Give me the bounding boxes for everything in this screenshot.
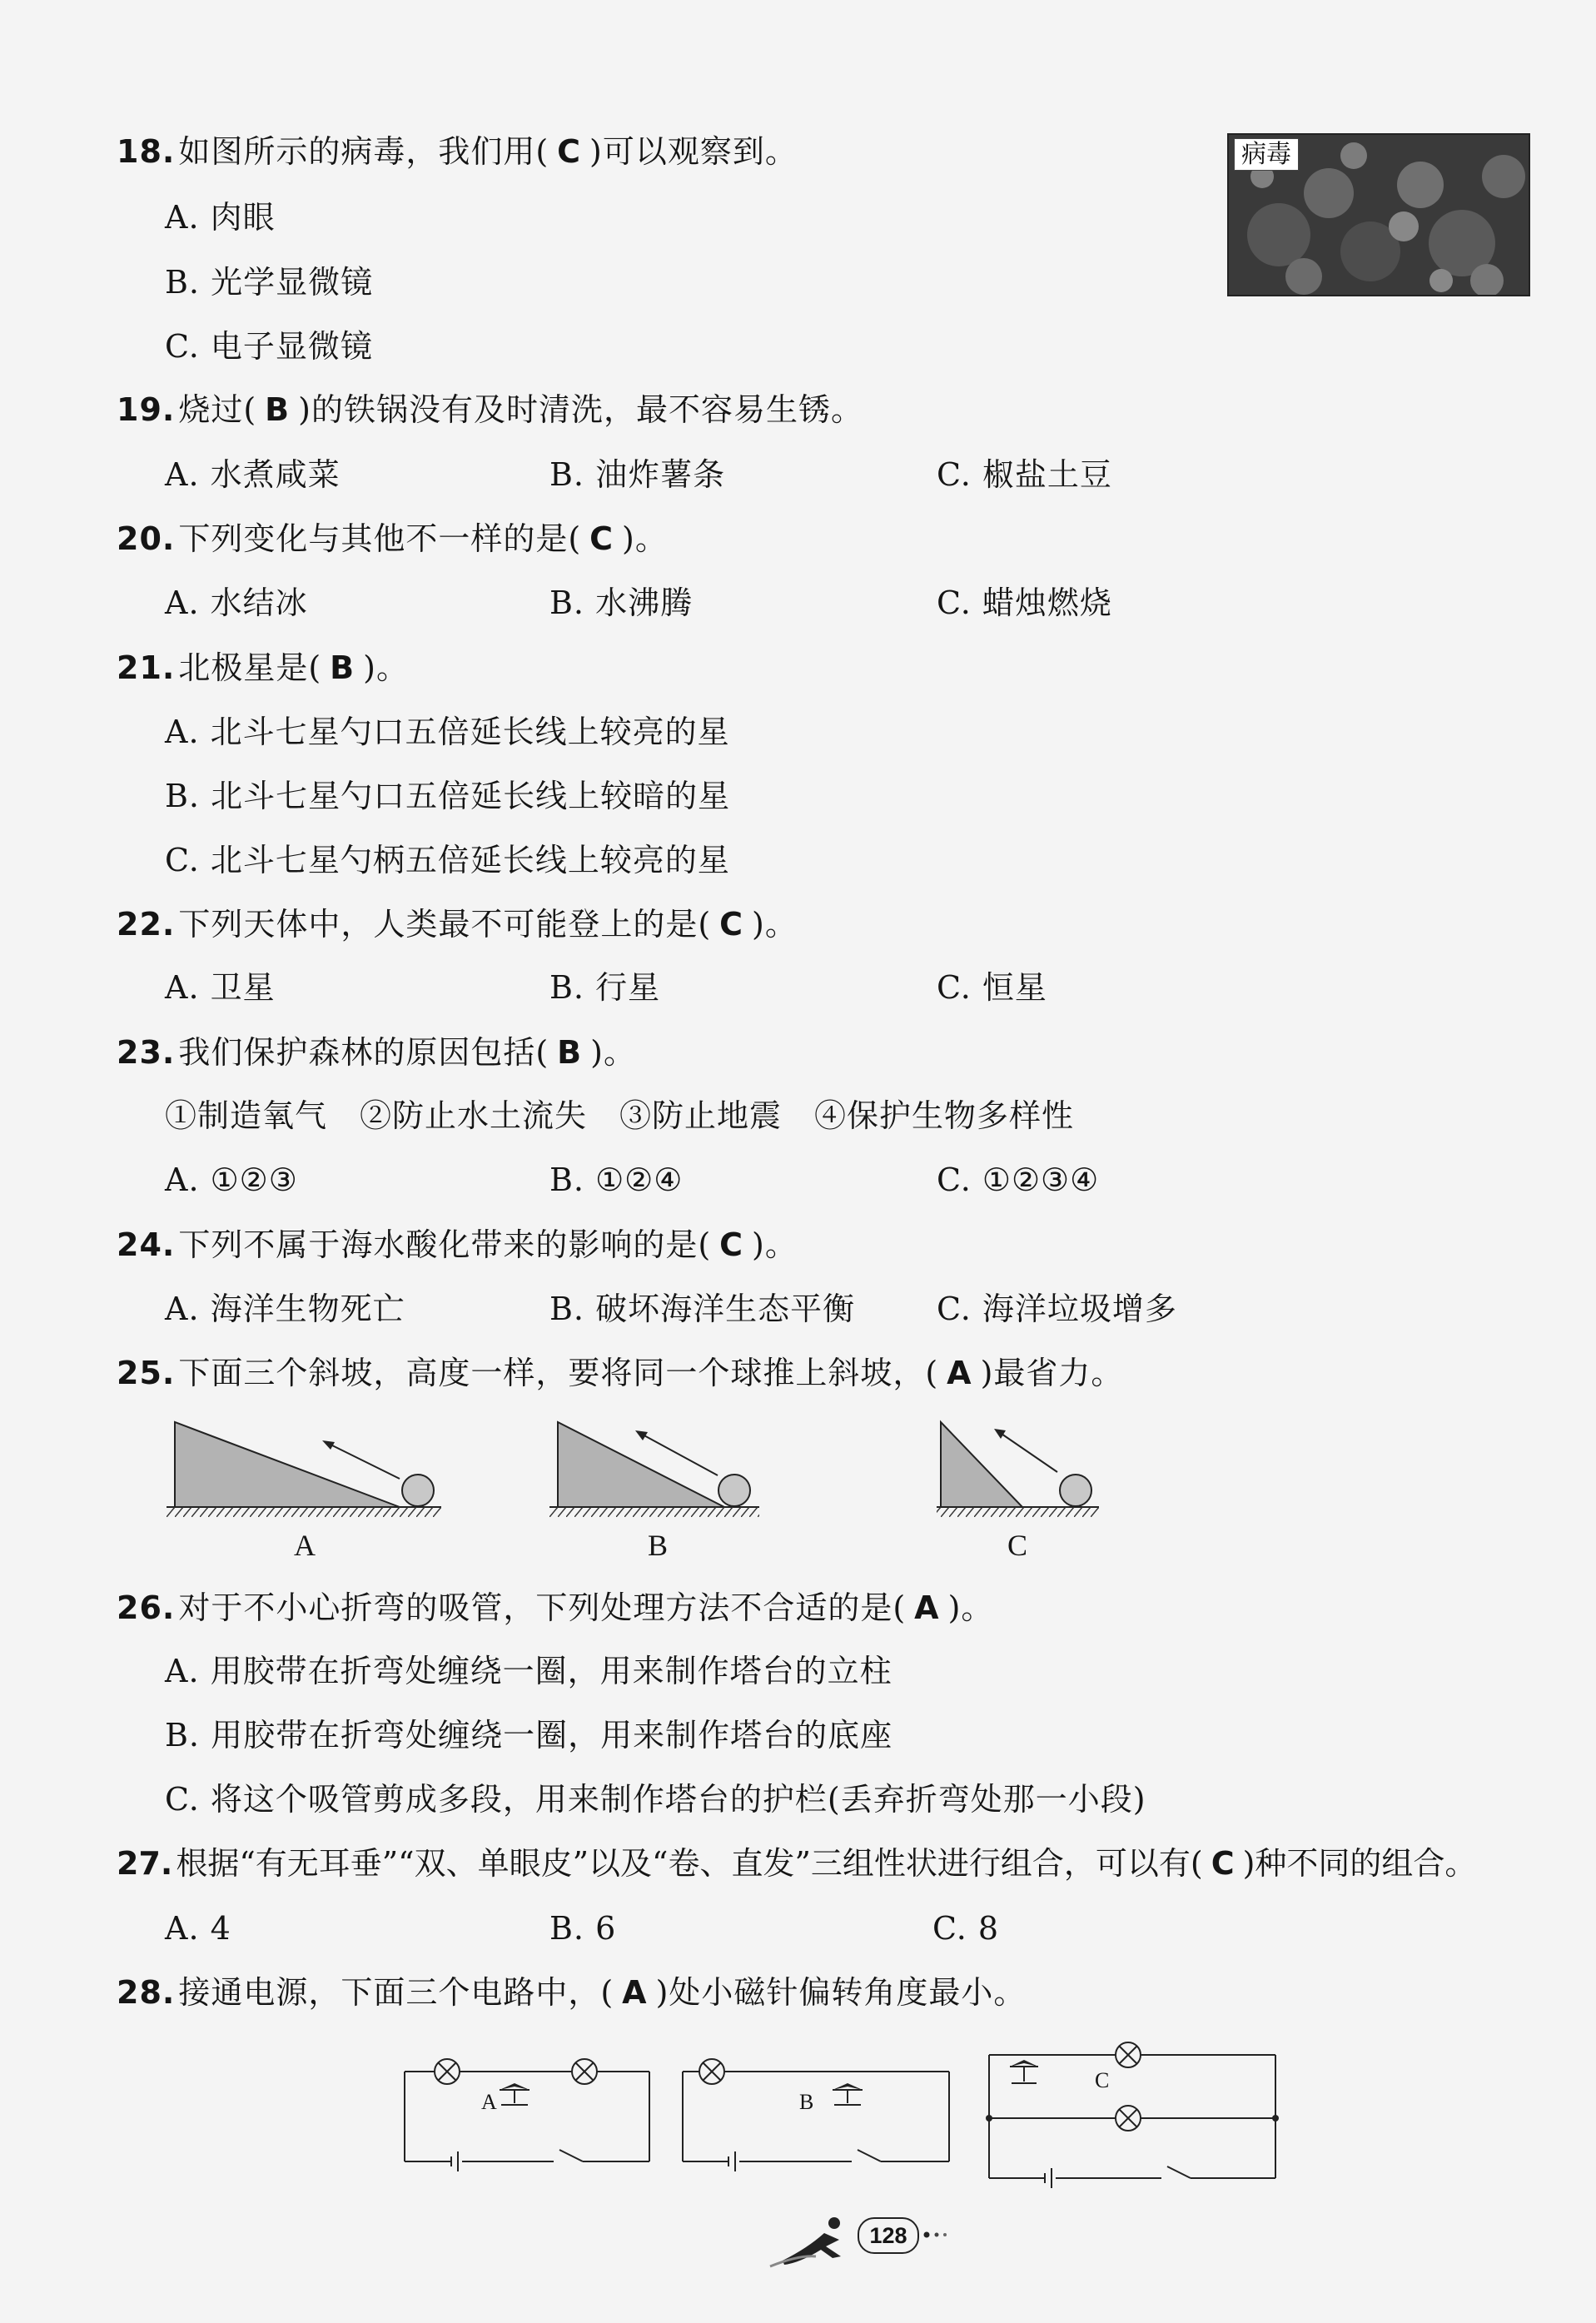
slopes-figure <box>158 1407 1124 1524</box>
question-23: 23. 我们保护森林的原因包括( B )。 <box>117 1034 636 1071</box>
option: B. 油炸薯条 <box>549 456 726 493</box>
virus-label: 病毒 <box>1234 138 1299 171</box>
option: A. 卫星 <box>165 969 276 1006</box>
question-27: 27. 根据“有无耳垂”“双、单眼皮”以及“卷、直发”三组性状进行组合，可以有( C )种不同的组合。 <box>117 1845 1477 1882</box>
option: A. ①②③ <box>165 1162 298 1198</box>
circuit-label-c: C <box>1095 2068 1110 2092</box>
slope-label-a: A <box>294 1529 316 1562</box>
question-18: 18. 如图所示的病毒，我们用( C )可以观察到。 <box>117 133 798 170</box>
question-19: 19. 烧过( B )的铁锅没有及时清洗，最不容易生锈。 <box>117 391 863 428</box>
option: B. 光学显微镜 <box>165 264 374 301</box>
slope-c <box>937 1422 1099 1517</box>
option: B. ①②④ <box>549 1162 684 1198</box>
slope-b <box>549 1422 759 1517</box>
option: A. 水煮咸菜 <box>165 456 341 493</box>
answer: C <box>589 520 614 557</box>
option: C. 电子显微镜 <box>165 328 373 365</box>
option: C. 椒盐土豆 <box>937 456 1112 493</box>
option: C. 将这个吸管剪成多段，用来制作塔台的护栏(丢弃折弯处那一小段) <box>165 1781 1146 1818</box>
question-24: 24. 下列不属于海水酸化带来的影响的是( C )。 <box>117 1226 798 1263</box>
question-25: 25. 下面三个斜坡，高度一样，要将同一个球推上斜坡，( A )最省力。 <box>117 1355 1124 1391</box>
option: B. 行星 <box>549 969 661 1006</box>
option: C. ①②③④ <box>937 1162 1100 1198</box>
option: C. 恒星 <box>937 969 1047 1006</box>
option: B. 破坏海洋生态平衡 <box>549 1291 856 1327</box>
option: B. 用胶带在折弯处缠绕一圈，用来制作塔台的底座 <box>165 1717 893 1753</box>
answer: B <box>265 391 291 428</box>
dots-decoration <box>922 2230 956 2240</box>
circuit-label-b: B <box>799 2090 814 2114</box>
slope-a <box>167 1422 441 1517</box>
option: A. 肉眼 <box>165 199 276 236</box>
slope-label-b: B <box>648 1529 669 1562</box>
question-20: 20. 下列变化与其他不一样的是( C )。 <box>117 520 668 557</box>
question-28: 28. 接通电源，下面三个电路中，( A )处小磁针偏转角度最小。 <box>117 1974 1027 2011</box>
option: B. 水沸腾 <box>549 584 694 621</box>
item-list: ①制造氧气 ②防止水土流失 ③防止地震 ④保护生物多样性 <box>165 1097 1075 1134</box>
answer: B <box>330 649 355 686</box>
option: A. 北斗七星勺口五倍延长线上较亮的星 <box>165 714 730 750</box>
answer: A <box>622 1974 648 2011</box>
answer: C <box>557 133 582 170</box>
circuit-label-a: A <box>481 2090 497 2114</box>
option: B. 6 <box>549 1910 617 1947</box>
slope-label-c: C <box>1007 1529 1028 1562</box>
answer: C <box>719 1226 744 1263</box>
option: A. 4 <box>165 1910 231 1947</box>
option: C. 海洋垃圾增多 <box>937 1291 1177 1327</box>
page-number: 128 <box>858 2217 919 2254</box>
option: B. 北斗七星勺口五倍延长线上较暗的星 <box>165 778 731 814</box>
question-22: 22. 下列天体中，人类最不可能登上的是( C )。 <box>117 906 798 943</box>
option: C. 蜡烛燃烧 <box>937 584 1112 621</box>
answer: C <box>719 906 744 943</box>
option: C. 北斗七星勺柄五倍延长线上较亮的星 <box>165 842 730 878</box>
option: A. 用胶带在折弯处缠绕一圈，用来制作塔台的立柱 <box>165 1653 892 1689</box>
answer: A <box>947 1355 972 1391</box>
circuit-a <box>405 2059 649 2171</box>
runner-logo-icon <box>766 2215 858 2273</box>
virus-photo <box>1227 133 1530 296</box>
answer: C <box>1211 1845 1235 1882</box>
option: C. 8 <box>932 1910 1000 1947</box>
answer: B <box>557 1034 583 1071</box>
question-26: 26. 对于不小心折弯的吸管，下列处理方法不合适的是( A )。 <box>117 1589 994 1626</box>
circuit-b <box>683 2059 949 2171</box>
option: A. 海洋生物死亡 <box>165 1291 405 1327</box>
option: A. 水结冰 <box>165 584 308 621</box>
question-21: 21. 北极星是( B )。 <box>117 649 409 686</box>
answer: A <box>914 1589 940 1626</box>
circuits-figure <box>400 2038 1290 2188</box>
question-number: 18. <box>117 133 176 170</box>
